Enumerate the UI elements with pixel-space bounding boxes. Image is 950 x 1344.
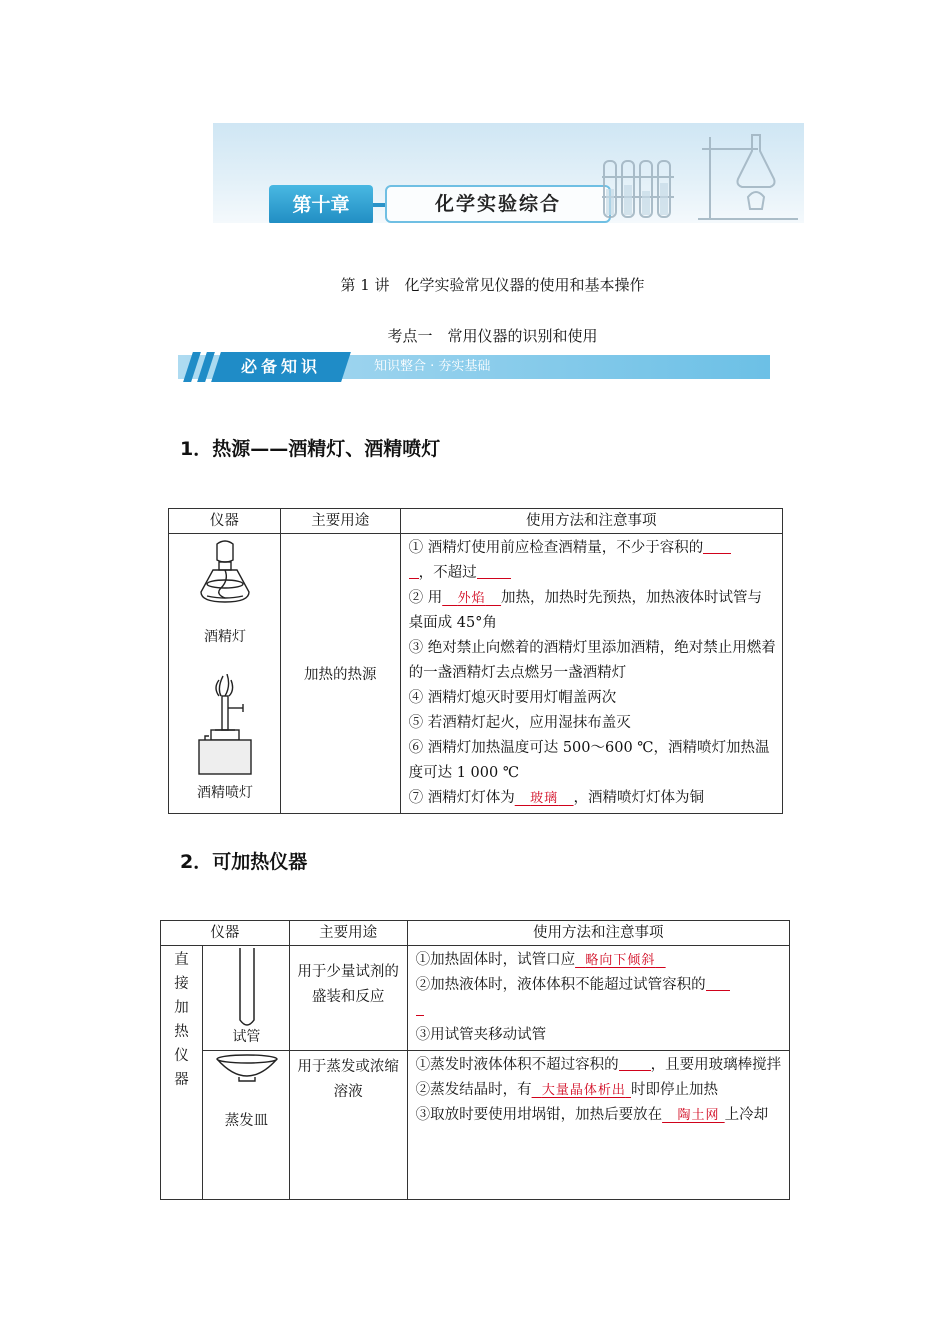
answer-blank [706,974,730,991]
answer-blank [619,1054,651,1071]
answer-blank [477,562,511,579]
answer-blank [703,537,731,554]
answer-blank [416,999,424,1016]
answer-blank [515,791,574,806]
evaporating-dish-icon [215,1053,279,1083]
note-text: 时即停止加热 [631,1082,718,1098]
note-text: ②加热液体时，液体体积不能超过试管容积的 [415,977,706,993]
usage-cell: 用于少量试剂的盛装和反应 [289,946,407,1051]
answer-blank [442,591,501,606]
section2-heading: 2．可加热仪器 [180,851,308,873]
test-tube-icon [237,948,257,1030]
note-item [409,536,776,586]
note-item [416,1053,783,1078]
heat-source-table [168,508,783,814]
answer-text: 陶土网 [677,1108,720,1123]
note-text: 加热，加热时先预热，加热液体时试管与桌面成 45°角 [408,590,763,631]
note-item: ⑥ 酒精灯加热温度可达 500～600 ℃，酒精喷灯加热温度可达 1 000 ℃ [408,740,770,781]
note-text: ① 酒精灯使用前应检查酒精量，不少于容积的 [408,540,704,556]
notes-cell [407,946,789,1051]
alcohol-blowtorch-icon [195,674,255,778]
answer-blank [532,1083,631,1098]
answer-blank [662,1108,725,1123]
note-item: ③ 绝对禁止向燃着的酒精灯里添加酒精，绝对禁止用燃着的一盏酒精灯去点燃另一盏酒精灯 [408,640,776,681]
answer-text: 大量晶体析出 [541,1083,626,1098]
category-cell [161,946,203,1200]
instrument-cell [169,534,281,814]
note-item [409,786,776,811]
header-instrument: 仪器 [161,921,290,946]
note-text: ，酒精喷灯灯体为铜 [573,790,705,806]
note-item [416,1103,783,1128]
chapter-title: 化学实验综合 [385,185,611,223]
note-text: ⑦ 酒精灯灯体为 [408,790,515,806]
header-notes: 使用方法和注意事项 [400,509,782,534]
notes-cell [400,534,782,814]
note-text: ② 用 [408,590,443,606]
note-item: ⑤ 若酒精灯起火，应用湿抹布盖灭 [408,715,631,731]
note-text: 上冷却 [724,1107,769,1123]
header-notes: 使用方法和注意事项 [407,921,789,946]
note-item [416,948,783,973]
instrument-label-blowtorch: 酒精喷灯 [197,785,253,801]
header-usage: 主要用途 [289,921,407,946]
table-row [161,1051,790,1200]
note-item [416,973,783,1023]
alcohol-lamp-icon [195,540,255,610]
note-text: ③取放时要使用坩埚钳，加热后要放在 [415,1107,663,1123]
category-char: 器 [174,1072,189,1088]
chapter-banner [213,123,804,223]
lab-glassware-illustration [602,127,802,221]
answer-text: 略向下倾斜 [585,953,656,968]
note-text: ，且要用玻璃棒搅拌 [650,1057,782,1073]
header-instrument: 仪器 [169,509,281,534]
heatable-instruments-table [160,920,790,1200]
knowledge-strip [178,352,770,382]
usage-cell: 加热的热源 [280,534,400,814]
note-item [416,1078,783,1103]
instrument-cell [202,1051,289,1200]
chapter-badge: 第十章 [269,185,373,223]
topic-title: 考点一 常用仪器的识别和使用 [387,327,598,345]
header-usage: 主要用途 [280,509,400,534]
answer-blank [409,562,419,579]
table-row [169,534,783,814]
note-text: ①加热固体时，试管口应 [415,952,576,968]
category-char: 接 [174,976,189,992]
category-char: 仪 [174,1048,189,1064]
note-item: ③用试管夹移动试管 [415,1027,547,1043]
table-header-row [169,509,783,534]
table-header-row [161,921,790,946]
instrument-label-lamp: 酒精灯 [204,629,246,645]
strip-subtitle: 知识整合 · 夯实基础 [374,359,491,374]
answer-blank [575,953,666,968]
note-text: ①蒸发时液体体积不超过容积的 [415,1057,619,1073]
instrument-label-test-tube: 试管 [232,1029,261,1045]
notes-cell [407,1051,789,1200]
category-char: 热 [174,1024,189,1040]
strip-label: 必备知识 [240,357,321,376]
category-char: 加 [174,1000,189,1016]
instrument-cell [202,946,289,1051]
category-char: 直 [174,952,189,968]
answer-text: 外焰 [457,591,486,606]
section1-heading: 1．热源——酒精灯、酒精喷灯 [180,438,441,460]
table-row [161,946,790,1051]
answer-text: 玻璃 [530,791,559,806]
note-item [409,586,776,636]
usage-cell: 用于蒸发或浓缩溶液 [289,1051,407,1200]
lecture-title: 第 1 讲 化学实验常见仪器的使用和基本操作 [340,276,645,294]
note-text: ②蒸发结晶时，有 [415,1082,532,1098]
note-item: ④ 酒精灯熄灭时要用灯帽盖两次 [408,690,617,706]
instrument-label-evaporating-dish: 蒸发皿 [224,1113,269,1129]
note-text: ，不超过 [418,565,477,581]
